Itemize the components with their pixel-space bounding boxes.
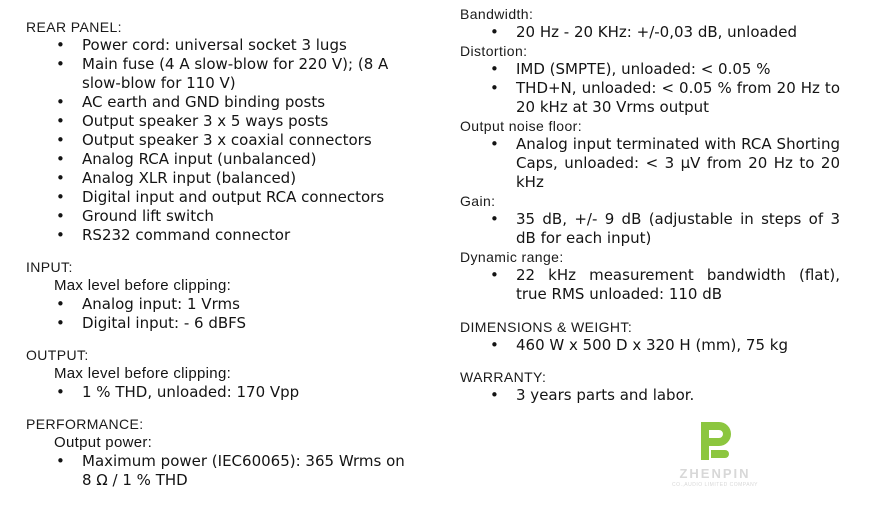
list-item: • Analog RCA input (unbalanced) xyxy=(26,150,416,169)
dynamic-range-list xyxy=(460,266,840,304)
performance-list xyxy=(26,452,416,490)
list-item: • THD+N, unloaded: < 0.05 % from 20 Hz to 20 kHz at 30 Vrms output xyxy=(460,79,840,117)
output-title: OUTPUT: xyxy=(26,347,89,363)
list-item: • 35 dB, +/- 9 dB (adjustable in steps of 3 dB for each input) xyxy=(460,210,840,248)
list-item: • 3 years parts and labor. xyxy=(460,386,840,405)
list-item: • Maximum power (IEC60065): 365 Wrms on 8 Ω / 1 % THD xyxy=(26,452,416,490)
list-item: • Output speaker 3 x 5 ways posts xyxy=(26,112,416,131)
warranty-title: WARRANTY: xyxy=(460,369,547,385)
list-item: • Power cord: universal socket 3 lugs xyxy=(26,36,416,55)
noise-title: Output noise floor: xyxy=(460,118,582,134)
input-subtitle: Max level before clipping: xyxy=(54,277,232,294)
dimensions-title: DIMENSIONS & WEIGHT: xyxy=(460,319,633,335)
list-item: • 22 kHz measurement bandwidth (flat), true RMS unloaded: 110 dB xyxy=(460,266,840,304)
bandwidth-title: Bandwidth: xyxy=(460,6,534,22)
right-column xyxy=(460,0,840,405)
logo-name: ZHENPIN xyxy=(679,466,751,481)
left-column xyxy=(26,0,416,490)
input-title: INPUT: xyxy=(26,259,73,275)
noise-list xyxy=(460,135,840,192)
list-item: • 460 W x 500 D x 320 H (mm), 75 kg xyxy=(460,336,840,355)
list-item: • Analog input: 1 Vrms xyxy=(26,295,416,314)
list-item: • IMD (SMPTE), unloaded: < 0.05 % xyxy=(460,60,840,79)
rear-panel-list xyxy=(26,36,416,245)
list-item: • Output speaker 3 x coaxial connectors xyxy=(26,131,416,150)
list-item: • Digital input and output RCA connectors xyxy=(26,188,416,207)
dimensions-list xyxy=(460,336,840,355)
distortion-title: Distortion: xyxy=(460,43,528,59)
performance-subtitle: Output power: xyxy=(54,434,153,451)
list-item: • Digital input: - 6 dBFS xyxy=(26,314,416,333)
brand-logo xyxy=(660,420,770,500)
rear-panel-title: REAR PANEL: xyxy=(26,19,122,35)
list-item: • AC earth and GND binding posts xyxy=(26,93,416,112)
output-list xyxy=(26,383,416,402)
logo-subtitle: CO.,AUDIO LIMITED COMPANY xyxy=(671,482,759,488)
performance-title: PERFORMANCE: xyxy=(26,416,144,432)
list-item: • 1 % THD, unloaded: 170 Vpp xyxy=(26,383,416,402)
list-item: • Analog XLR input (balanced) xyxy=(26,169,416,188)
zhenpin-logo-icon xyxy=(695,420,735,462)
distortion-list xyxy=(460,60,840,117)
input-list xyxy=(26,295,416,333)
gain-title: Gain: xyxy=(460,193,496,209)
list-item: • Ground lift switch xyxy=(26,207,416,226)
bandwidth-list xyxy=(460,23,840,42)
list-item: • Analog input terminated with RCA Shorting Caps, unloaded: < 3 μV from 20 Hz to 20 kHz xyxy=(460,135,840,192)
gain-list xyxy=(460,210,840,248)
list-item: • Main fuse (4 A slow-blow for 220 V); (8 A slow-blow for 110 V) xyxy=(26,55,416,93)
warranty-list xyxy=(460,386,840,405)
dynamic-range-title: Dynamic range: xyxy=(460,249,564,265)
output-subtitle: Max level before clipping: xyxy=(54,365,232,382)
list-item: • 20 Hz - 20 KHz: +/-0,03 dB, unloaded xyxy=(460,23,840,42)
list-item: • RS232 command connector xyxy=(26,226,416,245)
